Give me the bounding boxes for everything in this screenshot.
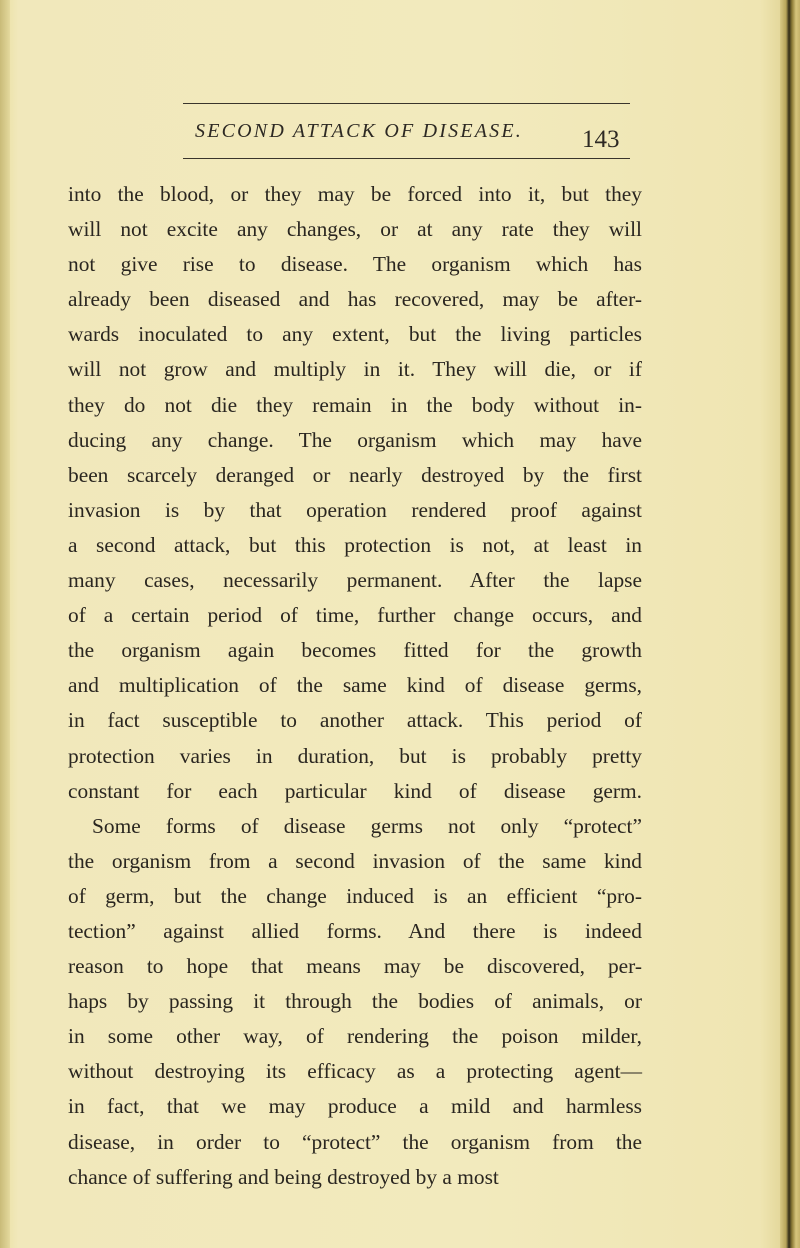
header-rule-top — [183, 103, 630, 104]
text-line: of a certain period of time, further change occurs, and — [68, 603, 642, 628]
text-line: haps by passing it through the bodies of animals, or — [68, 989, 642, 1014]
text-line: the organism from a second invasion of the same kind — [68, 848, 642, 873]
text-line: protection varies in duration, but is probably pretty — [68, 743, 642, 768]
text-line: already been diseased and has recovered, may be after- — [68, 287, 642, 312]
running-title: SECOND ATTACK OF DISEASE. — [195, 120, 523, 142]
text-line: and multiplication of the same kind of disease germs, — [68, 673, 642, 698]
paragraph-start-line: Some forms of disease germs not only “protect” — [92, 813, 642, 838]
text-line: will not excite any changes, or at any rate they will — [68, 217, 642, 242]
body-text — [68, 177, 642, 1195]
text-line: tection” against allied forms. And there is indeed — [68, 918, 642, 943]
header-rule-bottom — [183, 158, 630, 159]
text-line: into the blood, or they may be forced into it, but they — [68, 182, 642, 206]
text-line: not give rise to disease. The organism which has — [68, 252, 642, 277]
text-line: they do not die they remain in the body without in- — [68, 392, 642, 417]
text-line: ducing any change. The organism which may have — [68, 427, 642, 452]
text-line: the organism again becomes fitted for the growth — [68, 638, 642, 663]
text-line: reason to hope that means may be discovered, per- — [68, 954, 642, 979]
text-line: constant for each particular kind of disease germ. — [68, 778, 642, 803]
text-line: in fact susceptible to another attack. This period of — [68, 708, 642, 733]
text-line: of germ, but the change induced is an efficient “pro- — [68, 883, 642, 908]
text-line: invasion is by that operation rendered proof against — [68, 497, 642, 522]
text-line: many cases, necessarily permanent. After the lapse — [68, 568, 642, 593]
page-left-edge — [0, 0, 10, 1248]
text-line: been scarcely deranged or nearly destroyed by the first — [68, 462, 642, 487]
text-line: will not grow and multiply in it. They will die, or if — [68, 357, 642, 382]
text-line: a second attack, but this protection is not, at least in — [68, 532, 642, 557]
text-line: in some other way, of rendering the poison milder, — [68, 1024, 642, 1049]
text-line: in fact, that we may produce a mild and harmless — [68, 1094, 642, 1119]
text-line: wards inoculated to any extent, but the living particles — [68, 322, 642, 347]
page-right-edge — [780, 0, 800, 1248]
text-line: chance of suffering and being destroyed by a most — [68, 1164, 499, 1189]
text-line: without destroying its efficacy as a protecting agent— — [68, 1059, 642, 1084]
page-number: 143 — [582, 126, 620, 153]
text-line: disease, in order to “protect” the organism from the — [68, 1129, 642, 1154]
